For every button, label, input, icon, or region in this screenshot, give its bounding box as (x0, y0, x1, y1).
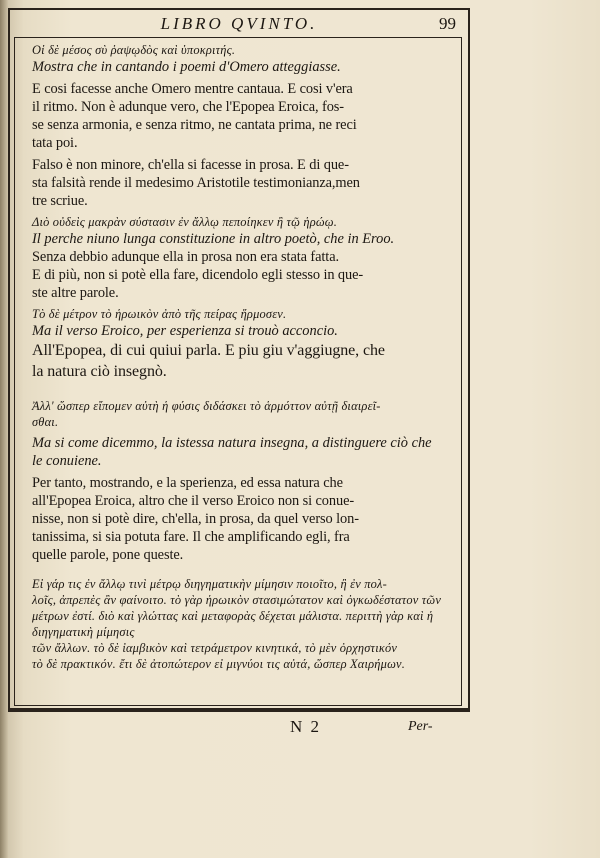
greek-quote: τῶν ἄλλων. τὸ δὲ ἰαμβικὸν καὶ τετράμετρον κινητικά, τὸ μὲν ὀρχηστικόν (32, 641, 398, 655)
italian-translation: Ma si come dicemmo, la istessa natura insegna, a distinguere ciò che (32, 435, 432, 451)
paragraph-line: tata poi. (32, 135, 78, 151)
main-text (32, 42, 456, 672)
catchword: Per- (408, 719, 433, 734)
paragraph-line: tanissima, si sia potuta fare. Il che amplificando egli, fra (32, 529, 350, 545)
paragraph-line: se senza armonia, e senza ritmo, ne cantata prima, ne reci (32, 117, 357, 133)
binding-gutter (0, 0, 8, 858)
paragraph-line: All'Epopea, di cui quiui parla. E piu giu v'aggiugne, che (32, 342, 385, 359)
italian-translation: Ma il verso Eroico, per esperienza si trouò acconcio. (32, 323, 338, 339)
italian-translation: Il perche niuno lunga constituzione in altro poetò, che in Eroo. (32, 231, 395, 247)
greek-quote: τὸ δὲ πρακτικόν. ἔτι δὲ ἀτοπώτερον εἰ μιγνύοι τις αὐτά, ὥσπερ Χαιρήμων. (32, 657, 406, 671)
running-title: LIBRO QVINTO. (160, 14, 318, 33)
italian-translation: le conuiene. (32, 453, 102, 469)
paragraph-line: E di più, non si potè ella fare, dicendolo egli stesso in que- (32, 267, 364, 283)
footer-rule (8, 710, 470, 712)
signature-mark: N 2 (290, 717, 322, 736)
paragraph-line: ste altre parole. (32, 285, 119, 301)
paragraph-line: il ritmo. Non è adunque vero, che l'Epopea Eroica, fos- (32, 99, 344, 115)
greek-quote: σθαι. (32, 415, 59, 429)
greek-quote: Διὸ οὐδεὶς μακρὰν σύστασιν ἐν ἄλλῳ πεποίηκεν ἢ τῷ ἡρώῳ. (32, 215, 337, 229)
greek-quote: Οἱ δὲ μέσος σὺ ῥαψῳδὸς καὶ ὑποκριτής. (32, 43, 236, 57)
paragraph-line: nisse, non si potè dire, ch'ella, in prosa, da quel verso lon- (32, 511, 359, 527)
paragraph-line: quelle parole, pone queste. (32, 547, 184, 563)
paragraph-line: sta falsità rende il medesimo Aristotile testimonianza,men (32, 175, 360, 191)
paragraph-line: la natura ciò insegnò. (32, 363, 167, 380)
paragraph-line: Falso è non minore, ch'ella si facesse in prosa. E di que- (32, 157, 349, 173)
page-number: 99 (439, 14, 456, 33)
greek-quote: Τὸ δὲ μέτρον τὸ ἡρωικὸν ἀπὸ τῆς πείρας ἥρμοσεν. (32, 307, 287, 321)
header-rule (14, 37, 462, 38)
paragraph-line: Per tanto, mostrando, e la sperienza, ed essa natura che (32, 475, 343, 491)
italian-translation: Mostra che in cantando i poemi d'Omero atteggiasse. (32, 59, 341, 75)
greek-quote: Ἀλλ' ὥσπερ εἴπομεν αὐτὴ ἡ φύσις διδάσκει τὸ ἁρμόττον αὐτῇ διαιρεῖ- (32, 399, 381, 413)
paragraph-line: Senza debbio adunque ella in prosa non era stata fatta. (32, 249, 339, 265)
greek-quote: μέτρων ἐστί. διὸ καὶ γλώττας καὶ μεταφορὰς δέχεται μάλιστα. περιττὴ γὰρ καὶ ἡ διηγηματικὴ μίμησις (32, 609, 434, 639)
paragraph-line: all'Epopea Eroica, altro che il verso Eroico non si conue- (32, 493, 355, 509)
greek-quote: λοῖς, ἀπρεπὲς ἂν φαίνοιτο. τὸ γὰρ ἡρωικὸν στασιμώτατον καὶ ὀγκωδέστατον τῶν (32, 593, 442, 607)
greek-quote: Εἰ γάρ τις ἐν ἄλλῳ τινὶ μέτρῳ διηγηματικὴν μίμησιν ποιοῖτο, ἢ ἐν πολ- (32, 577, 387, 591)
paragraph-line: tre scriue. (32, 193, 88, 209)
paragraph-line: E cosi facesse anche Omero mentre cantaua. E cosi v'era (32, 81, 353, 97)
